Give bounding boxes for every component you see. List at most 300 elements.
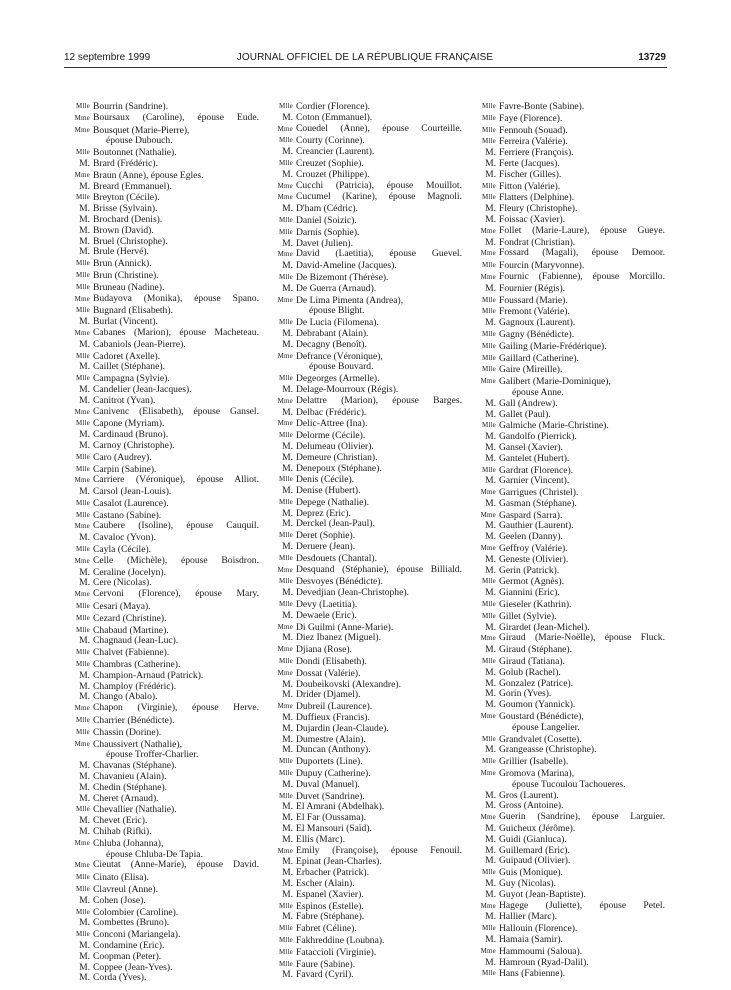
civility-title: Mlle [481, 600, 496, 609]
list-item [472, 768, 667, 791]
civility-title: M. [79, 361, 90, 373]
header-rule [64, 67, 667, 68]
civility-title: Mlle [481, 307, 496, 316]
person-name: Conconi (Mariangela). [93, 929, 181, 941]
page-number: 13729 [638, 52, 666, 63]
civility-title: Mme [277, 668, 293, 677]
person-name: Cabaniols (Jean-Pierre). [93, 338, 186, 350]
civility-title: M. [79, 246, 90, 258]
person-name: Delage-Mourroux (Régis). [296, 383, 399, 395]
person-name: Guidi (Gianluca). [499, 833, 567, 845]
civility-title: M. [282, 823, 293, 834]
civility-title: M. [485, 497, 496, 509]
person-name: Cohen (Jose). [93, 894, 146, 906]
list-item [472, 566, 667, 577]
civility-title: Mlle [278, 577, 293, 586]
person-name: Grillier (Isabelle). [499, 756, 569, 768]
person-name: Brun (Annick). [93, 258, 152, 270]
list-item [472, 645, 667, 656]
person-name: Capone (Myriam). [93, 418, 165, 430]
civility-title: M. [79, 760, 90, 772]
list-item [269, 351, 464, 374]
list-item [269, 486, 464, 497]
person-name: Cadoret (Axelle). [93, 350, 161, 362]
civility-title: Mme [277, 396, 293, 405]
civility-title: Mme [74, 294, 90, 303]
person-name: De Lima Pimenta (Andrea), [296, 294, 404, 306]
civility-title: M. [282, 609, 293, 621]
civility-title: Mlle [278, 600, 293, 609]
civility-title: Mlle [278, 431, 293, 440]
married-name-continuation: épouse Chluba-De Tapia. [106, 848, 203, 860]
person-name: Champloy (Frédéric). [93, 680, 177, 692]
page-header [64, 52, 666, 68]
person-name: Fourcin (Maryvonne). [499, 260, 585, 272]
civility-title: Mme [74, 328, 90, 337]
civility-title: M. [282, 282, 293, 294]
person-name: Devy (Laetitia). [296, 599, 358, 611]
civility-title: Mlle [481, 757, 496, 766]
person-name: Fondrat (Christian). [499, 236, 576, 248]
civility-title: Mlle [75, 306, 90, 315]
civility-title: Mlle [278, 947, 293, 956]
civility-title: M. [79, 826, 90, 837]
civility-title: Mlle [75, 625, 90, 634]
person-name: Cesari (Maya). [93, 601, 151, 613]
civility-title: Mme [277, 702, 293, 711]
person-name: El Amrani (Abdelhak). [296, 801, 385, 813]
person-name: Guillemard (Eric). [499, 844, 570, 856]
civility-title: Mme [480, 272, 496, 281]
person-name: Dossat (Valérie). [296, 667, 361, 679]
list-item [472, 329, 667, 341]
married-name-continuation: épouse Dubouch. [106, 135, 173, 147]
civility-title: M. [485, 956, 496, 968]
person-name: Depege (Nathalie). [296, 496, 369, 508]
person-name: Dujardin (Jean-Claude). [296, 722, 389, 734]
civility-title: Mlle [481, 924, 496, 933]
civility-title: M. [282, 507, 293, 519]
civility-title: Mme [480, 249, 496, 258]
person-name: Brochard (Denis). [93, 213, 163, 225]
civility-title: Mme [277, 295, 293, 304]
civility-title: M. [485, 789, 496, 801]
person-name: Epinat (Jean-Charles). [296, 856, 382, 868]
civility-title: M. [485, 888, 496, 900]
person-name: Chavanieu (Alain). [93, 771, 167, 783]
civility-title: M. [485, 431, 496, 443]
list-item [66, 159, 261, 170]
person-name: Hallier (Marc). [499, 911, 558, 923]
person-name: Bousquet (Marie-Pierre), [93, 124, 190, 136]
person-name: Hammoumi (Saloua). [499, 945, 583, 957]
civility-title: Mlle [75, 805, 90, 814]
civility-title: Mlle [278, 553, 293, 562]
list-item [472, 364, 667, 376]
married-name-continuation: épouse Troffer-Charlier. [106, 749, 199, 761]
person-name: Ferte (Jacques). [499, 157, 560, 169]
civility-title: Mlle [481, 181, 496, 190]
civility-title: M. [282, 867, 293, 879]
civility-title: Mme [480, 634, 496, 643]
civility-title: Mlle [75, 873, 90, 882]
list-item [472, 700, 667, 711]
person-name: Brisse (Sylvain). [93, 203, 158, 215]
civility-title: M. [485, 203, 496, 215]
civility-title: Mlle [75, 884, 90, 893]
person-name: Geneste (Olivier). [499, 553, 569, 565]
civility-title: Mlle [75, 102, 90, 110]
civility-title: M. [79, 635, 90, 647]
married-name-continuation: épouse Anne. [512, 386, 564, 398]
list-item [269, 835, 464, 846]
civility-title: M. [282, 260, 293, 272]
list-item [66, 452, 261, 464]
list-item [269, 644, 464, 656]
list-item [472, 711, 667, 734]
person-name: Deprez (Eric). [296, 507, 351, 519]
person-name: Fitton (Valérie). [499, 180, 561, 192]
person-name: Combettes (Bruno). [93, 917, 170, 929]
person-name: Charrier (Bénédicte). [93, 715, 175, 727]
person-name: Guicheux (Jérôme). [499, 823, 576, 834]
list-item [472, 756, 667, 768]
person-name: Gonzalez (Patrice). [499, 677, 574, 689]
person-name: Chambras (Catherine). [93, 659, 181, 671]
person-name: Cheret (Arnaud). [93, 792, 159, 804]
person-name: Cavaloc (Yvon). [93, 532, 156, 544]
civility-title: Mme [277, 351, 293, 360]
civility-title: M. [485, 677, 496, 689]
list-item [472, 101, 667, 113]
person-name: Gasman (Stéphane). [499, 497, 577, 509]
person-name: Braun (Anne), épouse Egles. [93, 169, 204, 181]
list-item [66, 407, 261, 419]
civility-title: M. [485, 520, 496, 532]
person-name: Gardrat (Florence). [499, 464, 574, 476]
person-name: Hamroun (Ryad-Dalil). [499, 956, 589, 968]
person-name: Gandolfo (Pierrick). [499, 431, 577, 443]
civility-title: M. [282, 969, 293, 981]
person-name: Chagnaud (Jean-Luc). [93, 635, 179, 647]
list-item [472, 588, 667, 599]
person-name: Bruel (Christophe). [93, 235, 168, 247]
person-name: Devedjian (Jean-Christophe). [296, 587, 409, 599]
list-item [472, 376, 667, 399]
civility-title: Mlle [75, 660, 90, 669]
civility-title: M. [79, 213, 90, 225]
civility-title: Mme [74, 861, 90, 870]
civility-title: M. [485, 408, 496, 420]
civility-title: Mlle [481, 125, 496, 134]
civility-title: M. [79, 815, 90, 827]
civility-title: M. [485, 282, 496, 294]
person-name: Chihab (Rifki). [93, 826, 152, 837]
civility-title: M. [485, 564, 496, 576]
person-name: Dubreil (Laurence). [296, 701, 373, 713]
person-name: Daniel (Soizic). [296, 214, 357, 226]
civility-title: Mlle [481, 353, 496, 362]
person-name: Castano (Sabine). [93, 509, 162, 521]
civility-title: Mlle [75, 464, 90, 473]
list-item [66, 498, 261, 510]
civility-title: Mlle [278, 158, 293, 167]
civility-title: M. [282, 801, 293, 813]
person-name: De Guerra (Arnaud). [296, 282, 377, 294]
list-item [66, 647, 261, 659]
civility-title: M. [485, 844, 496, 856]
civility-title: Mme [74, 556, 90, 565]
civility-title: Mlle [75, 716, 90, 725]
person-name: Dondi (Elisabeth). [296, 656, 367, 668]
civility-title: M. [282, 888, 293, 900]
person-name: Delorme (Cécile). [296, 430, 366, 442]
list-item [269, 147, 464, 158]
civility-title: Mlle [278, 227, 293, 236]
civility-title: Mlle [481, 611, 496, 620]
person-name: Gauthier (Laurent). [499, 520, 574, 532]
person-name: Defrance (Véronique), [296, 350, 383, 362]
civility-title: Mlle [75, 259, 90, 268]
person-name: Deret (Sophie). [296, 530, 356, 542]
civility-title: Mlle [75, 907, 90, 916]
civility-title: Mlle [481, 102, 496, 110]
list-item [66, 613, 261, 625]
civility-title: M. [79, 439, 90, 451]
list-item [269, 170, 464, 181]
person-name: Girardet (Jean-Michel). [499, 621, 590, 633]
married-name-continuation: épouse Tucoulou Tachoueres. [512, 778, 626, 790]
civility-title: Mlle [481, 577, 496, 586]
issue-date: 12 septembre 1999 [64, 52, 151, 63]
civility-title: M. [79, 486, 90, 498]
married-name-continuation: épouse Blight. [309, 305, 365, 317]
civility-title: Mme [74, 739, 90, 748]
civility-title: M. [79, 383, 90, 395]
name-column-1 [66, 101, 261, 984]
civility-title: M. [485, 157, 496, 169]
person-name: Debrabant (Alain). [296, 327, 369, 339]
civility-title: Mlle [278, 791, 293, 800]
list-item [269, 756, 464, 768]
person-name: Colombier (Caroline). [93, 906, 179, 918]
person-name: Di Guilmi (Anne-Marie). [296, 621, 394, 633]
civility-title: M. [282, 338, 293, 350]
person-name: David (Laetitia), épouse Guevel. [296, 248, 462, 260]
person-name: Espanel (Xavier). [296, 888, 364, 900]
list-item [66, 396, 261, 407]
civility-title: M. [79, 394, 90, 406]
person-name: Foussard (Marie). [499, 294, 568, 306]
person-name: Emily (Françoise), épouse Fenouil. [296, 844, 462, 856]
person-name: Chavanas (Stéphane). [93, 760, 177, 772]
list-item [66, 918, 261, 929]
list-item [66, 113, 261, 125]
civility-title: M. [79, 566, 90, 578]
person-name: Cezard (Christine). [93, 612, 167, 624]
person-name: Flatters (Delphine). [499, 192, 575, 204]
civility-title: Mlle [278, 497, 293, 506]
person-name: Cordier (Florence). [296, 101, 371, 112]
person-name: Denise (Hubert). [296, 485, 361, 497]
list-item [66, 739, 261, 762]
list-item [269, 780, 464, 791]
list-item [269, 588, 464, 599]
person-name: Chluba (Johanna), [93, 837, 164, 849]
civility-title: M. [282, 856, 293, 868]
person-name: Crouzet (Philippe). [296, 168, 370, 180]
person-name: Cucchi (Patricia), épouse Mouillot. [296, 179, 462, 191]
civility-title: M. [485, 744, 496, 756]
list-item [472, 499, 667, 510]
person-name: Caillet (Stéphane). [93, 361, 165, 373]
civility-title: Mme [74, 125, 90, 134]
person-name: Gallet (Paul). [499, 408, 551, 420]
person-name: Desquand (Stéphanie), épouse Billiald. [296, 563, 462, 575]
person-name: Champion-Arnaud (Patrick). [93, 669, 204, 681]
person-name: Escher (Alain). [296, 877, 355, 889]
person-name: Breyton (Cécile). [93, 192, 160, 204]
person-name: Guy (Nicolas). [499, 877, 557, 889]
person-name: Galibert (Marie-Dominique), [499, 376, 611, 388]
civility-title: Mme [277, 846, 293, 855]
list-item [269, 565, 464, 577]
person-name: Diez Ibanez (Miguel). [296, 632, 381, 644]
civility-title: Mlle [75, 351, 90, 360]
civility-title: Mme [277, 565, 293, 574]
person-name: Chaussivert (Nathalie), [93, 738, 182, 750]
person-name: Fabre (Stéphane). [296, 911, 365, 923]
person-name: Decagny (Benoît). [296, 338, 367, 350]
civility-title: M. [282, 778, 293, 790]
person-name: Celle (Michèle), épouse Boisdron. [93, 554, 259, 566]
list-item [269, 912, 464, 923]
person-name: Casalot (Laurence). [93, 497, 169, 509]
civility-title: Mme [480, 946, 496, 955]
list-item [66, 487, 261, 498]
civility-title: M. [79, 429, 90, 441]
civility-title: Mlle [75, 452, 90, 461]
person-name: Chalvet (Fabienne). [93, 647, 170, 659]
person-name: Fossard (Magali), épouse Demoor. [499, 247, 665, 259]
list-item [472, 745, 667, 756]
civility-title: M. [485, 452, 496, 464]
person-name: Degeorges (Armelle). [296, 373, 380, 385]
civility-title: Mme [277, 124, 293, 133]
person-name: Fournier (Régis). [499, 282, 566, 294]
civility-title: Mme [74, 704, 90, 713]
list-item [66, 838, 261, 861]
person-name: Coppee (Jean-Yves). [93, 961, 173, 973]
civility-title: M. [79, 972, 90, 984]
civility-title: Mlle [481, 295, 496, 304]
list-item [269, 519, 464, 530]
list-item [66, 715, 261, 727]
person-name: Chedin (Stéphane). [93, 781, 168, 793]
civility-title: M. [485, 441, 496, 453]
person-name: Creuzet (Sophie). [296, 157, 364, 169]
civility-title: M. [485, 666, 496, 678]
civility-title: Mme [74, 838, 90, 847]
civility-title: M. [282, 440, 293, 452]
civility-title: M. [485, 236, 496, 248]
list-item [269, 947, 464, 959]
person-name: Chevallier (Nathalie). [93, 804, 177, 816]
person-name: El Mansouri (Saïd). [296, 823, 372, 834]
person-name: Delbac (Frédéric). [296, 406, 367, 418]
person-name: Garrigues (Christel). [499, 487, 579, 499]
person-name: Delumeau (Olivier). [296, 440, 374, 452]
civility-title: M. [282, 733, 293, 745]
person-name: Guyot (Jean-Baptiste). [499, 888, 586, 900]
civility-title: M. [79, 680, 90, 692]
civility-title: Mlle [75, 613, 90, 622]
civility-title: Mlle [75, 498, 90, 507]
person-name: Carpin (Sabine). [93, 463, 157, 475]
person-name: Goumon (Yannick). [499, 699, 576, 711]
civility-title: Mlle [278, 901, 293, 910]
person-name: Gerin (Patrick). [499, 564, 560, 576]
list-item [472, 125, 667, 137]
list-item [269, 340, 464, 351]
civility-title: M. [282, 833, 293, 845]
civility-title: Mlle [75, 930, 90, 939]
person-name: Duval (Manuel). [296, 778, 360, 790]
civility-title: M. [79, 961, 90, 973]
list-item [472, 532, 667, 543]
list-item [66, 827, 261, 838]
list-item [66, 441, 261, 452]
civility-title: M. [282, 203, 293, 215]
person-name: Gillet (Sylvie). [499, 610, 557, 622]
list-item [269, 113, 464, 124]
person-name: De Bizemont (Thérèse). [296, 271, 389, 283]
civility-title: M. [79, 917, 90, 929]
civility-title: Mme [480, 813, 496, 822]
person-name: Germot (Agnès). [499, 576, 565, 588]
civility-title: M. [485, 475, 496, 487]
person-name: Grangeasse (Christophe). [499, 744, 597, 756]
list-item [269, 745, 464, 756]
civility-title: M. [282, 678, 293, 690]
list-item [66, 362, 261, 373]
person-name: D'ham (Cédric). [296, 203, 358, 215]
civility-title: Mme [480, 488, 496, 497]
person-name: Guipaud (Olivier). [499, 855, 571, 867]
civility-title: Mlle [481, 465, 496, 474]
civility-title: Mlle [75, 510, 90, 519]
civility-title: Mlle [278, 657, 293, 666]
civility-title: Mme [480, 544, 496, 553]
civility-title: M. [79, 157, 90, 169]
person-name: Gaire (Mireille). [499, 364, 563, 376]
person-name: Delic-Attree (Ina). [296, 418, 368, 430]
person-name: Doubeikovski (Alexandre). [296, 678, 401, 690]
civility-title: Mme [480, 769, 496, 778]
person-name: Derckel (Jean-Paul). [296, 518, 375, 530]
list-item [472, 856, 667, 867]
person-name: David-Ameline (Jacques). [296, 260, 397, 272]
civility-title: M. [485, 397, 496, 409]
civility-title: Mlle [75, 727, 90, 736]
person-name: Bruneau (Nadine). [93, 281, 165, 293]
civility-title: M. [79, 235, 90, 247]
civility-title: Mlle [481, 113, 496, 122]
person-name: De Lucia (Filomena). [296, 317, 379, 329]
person-name: Favard (Cyril). [296, 969, 354, 981]
person-name: Carnoy (Christophe). [93, 439, 175, 451]
civility-title: M. [485, 823, 496, 834]
